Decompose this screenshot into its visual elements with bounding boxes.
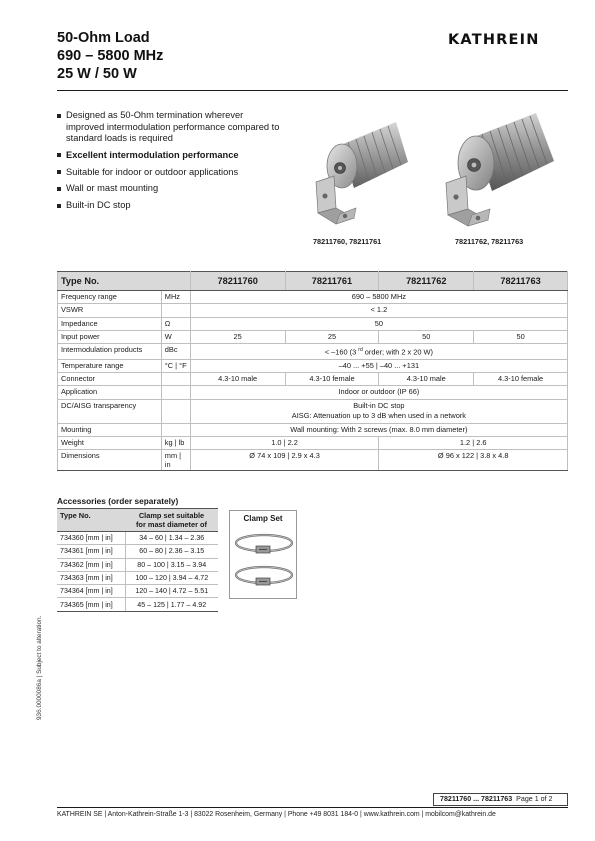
title-line-frequency: 690 – 5800 MHz (57, 48, 164, 64)
spec-label: Intermodulation products (58, 344, 162, 359)
feature-item: Built-in DC stop (57, 200, 282, 212)
imd-value-pre: < –160 (3 (324, 347, 359, 357)
feature-item: Suitable for indoor or outdoor applications (57, 167, 282, 179)
table-row (58, 330, 568, 343)
clamp-set-image (232, 527, 296, 597)
spec-value: Ø 74 x 109 | 2.9 x 4.3 (190, 450, 379, 471)
spec-value: 4.3-10 female (285, 372, 379, 385)
spec-value: 25 (285, 330, 379, 343)
product-image-small-load (296, 110, 421, 235)
spec-label: Impedance (58, 317, 162, 330)
accessories-header-row (57, 509, 218, 532)
title-line-power: 25 W / 50 W (57, 66, 137, 82)
spec-value: –40 ... +55 | –40 ... +131 (190, 359, 567, 372)
spec-unit (161, 423, 190, 436)
acc-type-header: Type No. (57, 509, 125, 532)
page-indicator (433, 793, 568, 806)
acc-range: 34 – 60 | 1.34 – 2.36 (125, 532, 218, 545)
title-line-product: 50-Ohm Load (57, 30, 150, 46)
acc-clamp-header (125, 509, 218, 532)
feature-list (57, 110, 282, 217)
table-row (58, 386, 568, 399)
spec-unit (161, 372, 190, 385)
spec-value: 4.3-10 male (379, 372, 474, 385)
acc-type: 734363 [mm | in] (57, 571, 125, 584)
accessories-table (57, 508, 218, 612)
spec-label: Connector (58, 372, 162, 385)
spec-value: Indoor or outdoor (IP 66) (190, 386, 567, 399)
acc-type: 734361 [mm | in] (57, 545, 125, 558)
kathrein-logo: KATHREIN (448, 32, 540, 48)
unit-line-1: mm | (164, 451, 182, 461)
spec-value: 4.3-10 male (190, 372, 285, 385)
feature-item: Excellent intermodulation performance (57, 150, 282, 162)
table-row (57, 598, 218, 611)
spec-label: VSWR (58, 304, 162, 317)
acc-type: 734364 [mm | in] (57, 585, 125, 598)
table-row (58, 344, 568, 359)
spec-unit (161, 386, 190, 399)
spec-unit: W (161, 330, 190, 343)
table-row (58, 399, 568, 423)
acc-range: 80 – 100 | 3.15 – 3.94 (125, 558, 218, 571)
spec-value: 50 (474, 330, 568, 343)
specifications-table (57, 271, 568, 471)
clamp-set-title: Clamp Set (243, 514, 283, 523)
imd-value-post: order; with 2 x 20 W) (362, 347, 433, 357)
table-row (58, 291, 568, 304)
spec-value: 1.0 | 2.2 (190, 436, 379, 449)
spec-label: Frequency range (58, 291, 162, 304)
product-image-large-load (432, 105, 562, 235)
product-caption-right: 78211762, 78211763 (455, 237, 524, 246)
table-row (57, 571, 218, 584)
spec-unit (161, 450, 190, 471)
table-row (57, 545, 218, 558)
spec-value: < 1.2 (190, 304, 567, 317)
table-row (58, 436, 568, 449)
spec-label: Application (58, 386, 162, 399)
page-number: Page 1 of 2 (516, 795, 553, 803)
table-row (57, 558, 218, 571)
spec-label: Mounting (58, 423, 162, 436)
table-row (58, 304, 568, 317)
acc-range: 100 – 120 | 3.94 – 4.72 (125, 571, 218, 584)
acc-clamp-header-line-1: Clamp set suitable (138, 511, 205, 520)
spec-unit (161, 304, 190, 317)
footer-contact: KATHREIN SE | Anton-Kathrein-Straße 1-3 | 83022 Rosenheim, Germany | Phone +49 8031 184-0 | www.kathrein.com | mobilcom@kathrein.de (57, 811, 496, 818)
dc-line-2: AISG: Attenuation up to 3 dB when used in a network (291, 410, 466, 420)
spec-unit: Ω (161, 317, 190, 330)
spec-value: 50 (190, 317, 567, 330)
spec-value (190, 399, 567, 423)
feature-item: Designed as 50-Ohm termination wherever improved intermodulation performance compared to standard loads is required (57, 110, 282, 145)
spec-value: 690 – 5800 MHz (190, 291, 567, 304)
acc-range: 45 – 125 | 1.77 – 4.92 (125, 598, 218, 611)
spec-unit: MHz (161, 291, 190, 304)
spec-label: Input power (58, 330, 162, 343)
spec-value: 1.2 | 2.6 (379, 436, 568, 449)
spec-label: Temperature range (58, 359, 162, 372)
spec-label: DC/AISG transparency (58, 399, 162, 423)
table-row (58, 423, 568, 436)
type-column-header: 78211763 (474, 272, 568, 291)
accessories-title: Accessories (order separately) (57, 496, 179, 506)
acc-type: 734365 [mm | in] (57, 598, 125, 611)
dc-line-1: Built-in DC stop (353, 400, 405, 410)
spec-label: Dimensions (58, 450, 162, 471)
spec-unit: °C | °F (161, 359, 190, 372)
table-row (58, 372, 568, 385)
spec-value: Wall mounting: With 2 screws (max. 8.0 mm diameter) (190, 423, 567, 436)
acc-type: 734360 [mm | in] (57, 532, 125, 545)
document-id-note: 936.0000086a | Subject to alteration. (36, 615, 43, 720)
acc-range: 120 – 140 | 4.72 – 5.51 (125, 585, 218, 598)
spec-value: 50 (379, 330, 474, 343)
spec-value: 4.3-10 female (474, 372, 568, 385)
type-column-header: 78211762 (379, 272, 474, 291)
table-row (58, 317, 568, 330)
spec-value: Ø 96 x 122 | 3.8 x 4.8 (379, 450, 568, 471)
type-column-header: 78211760 (190, 272, 285, 291)
spec-value: 25 (190, 330, 285, 343)
spec-label: Weight (58, 436, 162, 449)
spec-unit: dBc (161, 344, 190, 359)
spec-unit (161, 399, 190, 423)
imd-value-sup: rd (358, 347, 363, 354)
type-no-header: Type No. (58, 272, 191, 291)
spec-unit: kg | lb (161, 436, 190, 449)
unit-line-2: in (164, 460, 171, 470)
table-row (57, 532, 218, 545)
acc-type: 734362 [mm | in] (57, 558, 125, 571)
feature-item: Wall or mast mounting (57, 183, 282, 195)
page-type-range: 78211760 ... 78211763 (440, 795, 513, 803)
table-row (58, 359, 568, 372)
table-row (57, 585, 218, 598)
product-caption-left: 78211760, 78211761 (313, 237, 382, 246)
page-title (57, 29, 163, 83)
footer-divider (57, 807, 568, 808)
table-row (58, 450, 568, 471)
clamp-set-box (229, 510, 297, 599)
header-divider (57, 90, 568, 91)
spec-value (190, 344, 567, 359)
table-header-row (58, 272, 568, 291)
type-column-header: 78211761 (285, 272, 379, 291)
acc-range: 60 – 80 | 2.36 – 3.15 (125, 545, 218, 558)
acc-clamp-header-line-2: for mast diameter of (135, 520, 208, 529)
